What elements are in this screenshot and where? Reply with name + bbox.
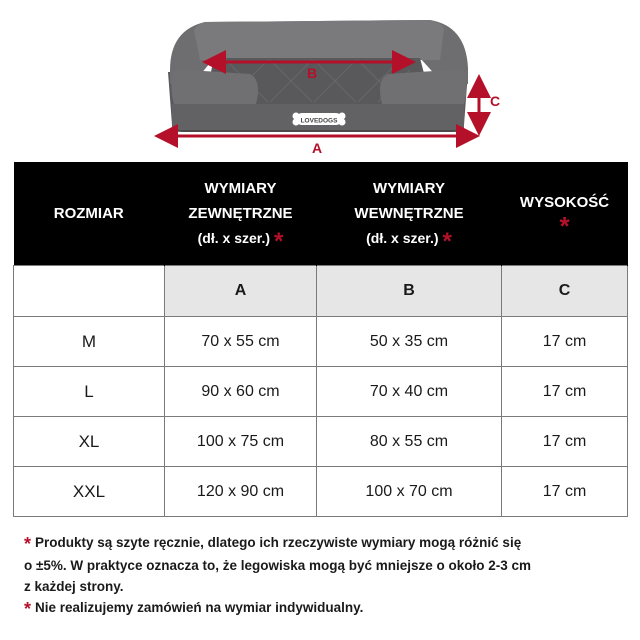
header-height [502, 162, 628, 266]
dimension-label-b: B [306, 65, 318, 81]
letter-cell-a: A [165, 266, 317, 317]
asterisk-icon: * [559, 211, 570, 241]
height-cell: 17 cm [502, 317, 628, 367]
outer-dimension-cell: 70 x 55 cm [165, 317, 317, 367]
inner-dimension-cell: 80 x 55 cm [317, 417, 502, 467]
footnote-handmade-line2: o ±5%. W praktyce oznacza to, że legowiska mogą być mniejsze o około 2-3 cm [24, 558, 532, 573]
asterisk-icon: * [24, 534, 32, 554]
header-inner-line3: (dł. x szer.) [366, 230, 439, 246]
header-height-line1: WYSOKOŚĆ [519, 194, 610, 211]
footnote-custom-size [24, 597, 624, 620]
table-row [14, 417, 628, 467]
letter-cell-empty [14, 266, 165, 317]
dog-bed-diagram [0, 0, 640, 160]
footnotes [24, 532, 624, 620]
header-outer-line3: (dł. x szer.) [197, 230, 270, 246]
outer-dimension-cell: 90 x 60 cm [165, 367, 317, 417]
table-row [14, 467, 628, 517]
product-illustration [0, 0, 640, 160]
header-outer-line2: ZEWNĘTRZNE [188, 205, 293, 222]
table-row [14, 367, 628, 417]
header-inner-line1: WYMIARY [373, 180, 445, 197]
size-cell: L [14, 367, 165, 417]
asterisk-icon: * [442, 228, 452, 255]
header-outer-dimensions [165, 162, 317, 266]
dimension-label-c: C [489, 93, 501, 109]
brand-logo [293, 113, 346, 126]
size-cell: XL [14, 417, 165, 467]
letter-cell-b: B [317, 266, 502, 317]
logo-text: LOVEDOGS [300, 117, 338, 125]
header-size-label: ROZMIAR [53, 205, 124, 222]
inner-dimension-cell: 100 x 70 cm [317, 467, 502, 517]
footnote-handmade-line3: z każdej strony. [24, 579, 124, 594]
outer-dimension-cell: 120 x 90 cm [165, 467, 317, 517]
inner-dimension-cell: 50 x 35 cm [317, 317, 502, 367]
outer-dimension-cell: 100 x 75 cm [165, 417, 317, 467]
footnote-handmade [24, 532, 624, 597]
header-inner-line2: WEWNĘTRZNE [354, 205, 464, 222]
table-letter-row [14, 266, 628, 317]
size-cell: XXL [14, 467, 165, 517]
dimension-label-a: A [311, 140, 323, 156]
letter-cell-c: C [502, 266, 628, 317]
header-size [14, 162, 165, 266]
table-header-row [14, 162, 628, 266]
size-table [13, 162, 628, 517]
height-cell: 17 cm [502, 467, 628, 517]
size-cell: M [14, 317, 165, 367]
height-cell: 17 cm [502, 417, 628, 467]
header-outer-line1: WYMIARY [204, 180, 277, 197]
footnote-handmade-line1: Produkty są szyte ręcznie, dlatego ich rzeczywiste wymiary mogą różnić się [35, 535, 522, 550]
inner-dimension-cell: 70 x 40 cm [317, 367, 502, 417]
asterisk-icon: * [24, 599, 32, 619]
header-inner-dimensions [317, 162, 502, 266]
asterisk-icon: * [274, 228, 284, 255]
footnote-custom-size-text: Nie realizujemy zamówień na wymiar indywidualny. [35, 600, 364, 615]
height-cell: 17 cm [502, 367, 628, 417]
table-row [14, 317, 628, 367]
